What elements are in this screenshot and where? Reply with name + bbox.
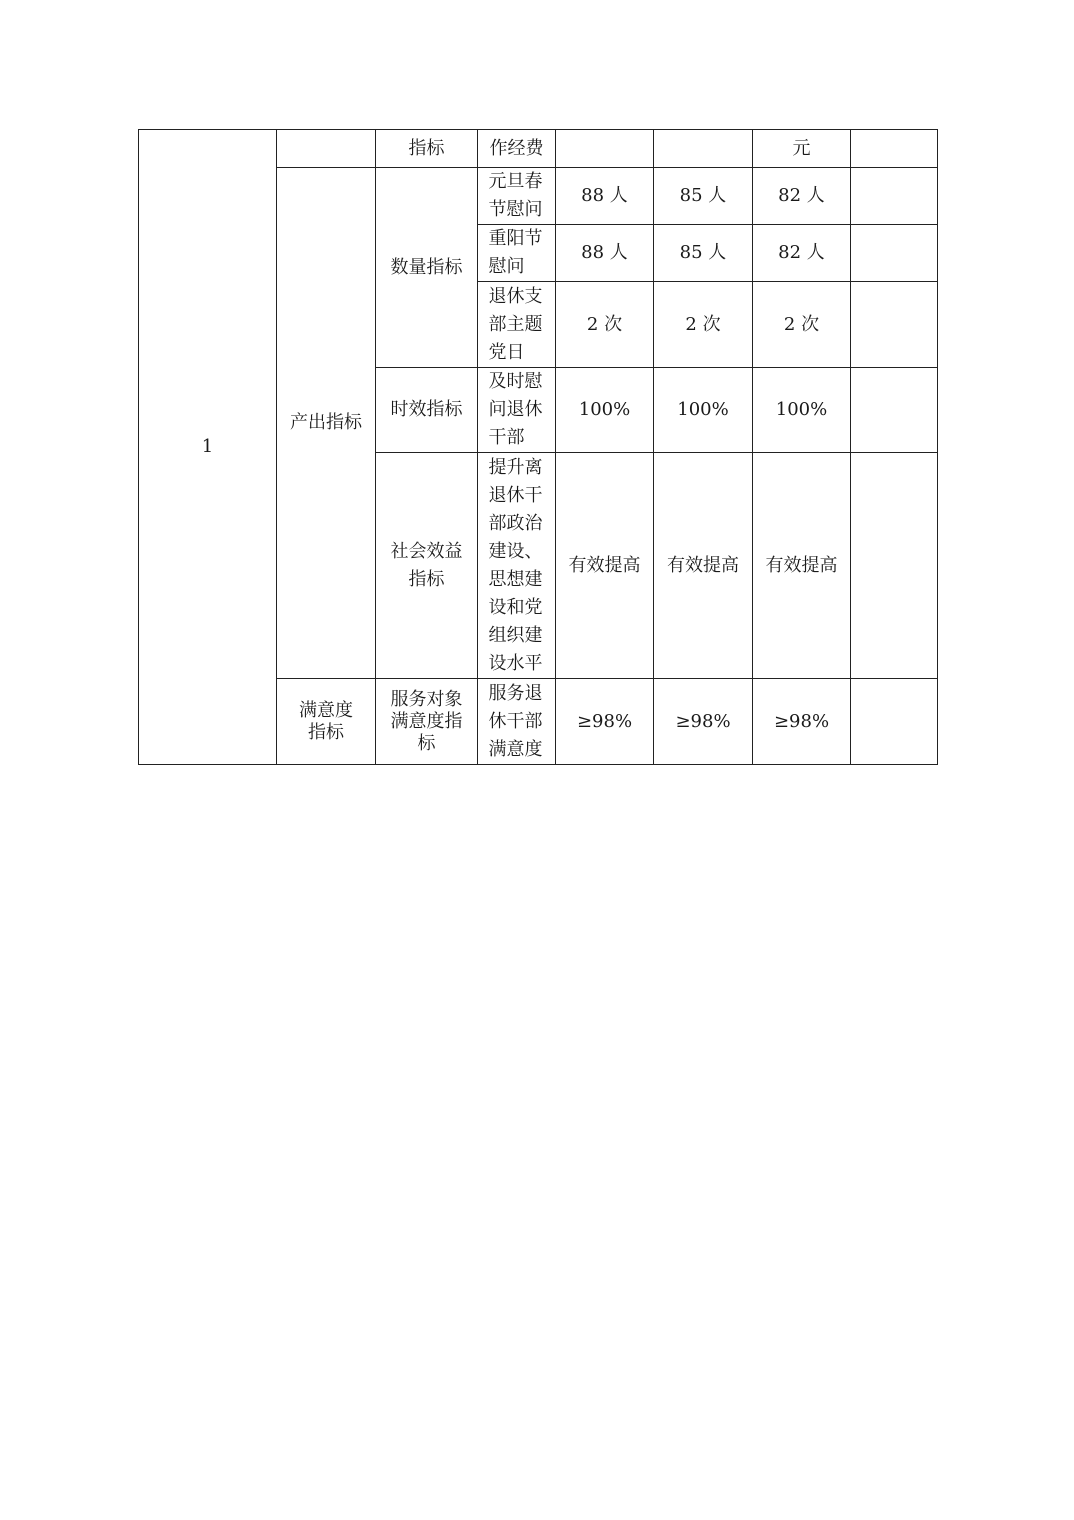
row-number-cell: 1 — [139, 130, 277, 765]
value-cell: 2 次 — [556, 282, 654, 368]
value-cell: 85 人 — [654, 225, 753, 282]
item-cell — [478, 282, 556, 368]
item-text: 重阳节慰问 — [488, 228, 543, 277]
value-cell: 2 次 — [753, 282, 851, 368]
level3-cell: 作经费 — [478, 130, 556, 168]
remark-cell — [851, 225, 938, 282]
satisfaction-indicator-cell — [277, 679, 376, 765]
service-object-satisfaction-text: 服务对象满意度指标 — [390, 688, 463, 754]
remark-cell — [851, 679, 938, 765]
value-cell — [556, 130, 654, 168]
remark-cell — [851, 282, 938, 368]
remark-cell — [851, 453, 938, 679]
item-cell — [478, 225, 556, 282]
value-cell: 100% — [753, 368, 851, 453]
performance-indicator-table — [138, 129, 938, 765]
value-cell: 2 次 — [654, 282, 753, 368]
value-cell: 82 人 — [753, 168, 851, 225]
social-benefit-indicator-text: 社会效益指标 — [390, 540, 463, 590]
item-text: 提升离退休干部政治建设、思想建设和党组织建设水平 — [488, 456, 543, 674]
item-cell — [478, 168, 556, 225]
value-cell: 有效提高 — [753, 453, 851, 679]
table-row — [139, 130, 938, 168]
value-cell: 100% — [556, 368, 654, 453]
level1-cell — [277, 130, 376, 168]
output-indicator-cell: 产出指标 — [277, 168, 376, 679]
item-text: 元旦春节慰问 — [488, 171, 543, 220]
item-cell — [478, 368, 556, 453]
remark-cell — [851, 368, 938, 453]
item-text: 服务退休干部满意度 — [488, 682, 543, 760]
remark-cell — [851, 130, 938, 168]
value-cell: ≥98% — [654, 679, 753, 765]
value-cell — [654, 130, 753, 168]
item-text: 退休支部主题党日 — [488, 285, 543, 363]
value-cell: ≥98% — [753, 679, 851, 765]
item-cell — [478, 679, 556, 765]
item-text: 及时慰问退休干部 — [488, 371, 543, 448]
value-cell: ≥98% — [556, 679, 654, 765]
satisfaction-indicator-text: 满意度指标 — [299, 699, 353, 743]
value-cell: 有效提高 — [556, 453, 654, 679]
timeliness-indicator-cell: 时效指标 — [376, 368, 478, 453]
remark-cell — [851, 168, 938, 225]
level2-cell: 指标 — [376, 130, 478, 168]
value-cell: 88 人 — [556, 225, 654, 282]
service-object-satisfaction-cell — [376, 679, 478, 765]
social-benefit-indicator-cell — [376, 453, 478, 679]
value-cell: 有效提高 — [654, 453, 753, 679]
value-cell: 85 人 — [654, 168, 753, 225]
value-cell: 88 人 — [556, 168, 654, 225]
quantity-indicator-cell: 数量指标 — [376, 168, 478, 368]
value-cell: 82 人 — [753, 225, 851, 282]
value-cell: 100% — [654, 368, 753, 453]
value-cell: 元 — [753, 130, 851, 168]
item-cell — [478, 453, 556, 679]
